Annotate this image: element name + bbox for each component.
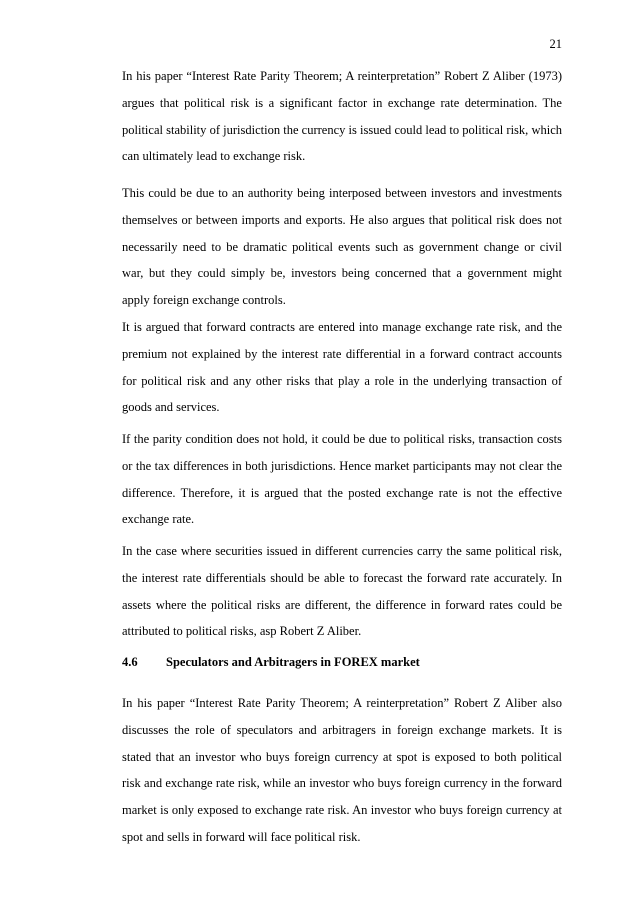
section-number: 4.6 [122,655,138,669]
section-title: Speculators and Arbitragers in FOREX market [166,655,420,669]
paragraph-political-risk-aliber: In his paper “Interest Rate Parity Theorem; A reinterpretation” Robert Z Aliber (1973) argues that political risk is a significant factor in exchange rate determination. The political stability of jurisdiction the currency is issued could lead to political risk, which can ultimately lead to exchange risk. [122,69,562,164]
paragraph-forward-contracts: It is argued that forward contracts are entered into manage exchange rate risk, and the premium not explained by the interest rate differential in a forward contract accounts for political risk and any other risks that play a role in the underlying transaction of goods and services. [122,320,562,415]
paragraph-parity-condition: If the parity condition does not hold, it could be due to political risks, transaction costs or the tax differences in both jurisdictions. Hence market participants may not clear the difference. Therefore, it is argued that the posted exchange rate is not the effective exchange rate. [122,432,562,527]
section-heading [122,649,562,676]
paragraph-securities-currencies: In the case where securities issued in different currencies carry the same political risk, the interest rate differentials should be able to forecast the forward rate accurately. In assets where the political risks are different, the difference in forward rates could be attributed to political risks, asp Robert Z Aliber. [122,544,562,639]
paragraph-authority-interposed: This could be due to an authority being interposed between investors and investments themselves or between imports and exports. He also argues that political risk does not necessarily need to be dramatic political events such as government change or civil war, but they could simply be, investors being concerned that a government might apply foreign exchange controls. [122,186,562,308]
page-number: 21 [549,37,562,51]
paragraph-speculators-arbitragers: In his paper “Interest Rate Parity Theorem; A reinterpretation” Robert Z Aliber also discusses the role of speculators and arbitragers in foreign exchange markets. It is stated that an investor who buys foreign currency at spot is exposed to both political risk and exchange rate risk, while an investor who buys foreign currency in the forward market is only exposed to exchange rate risk. An investor who buys foreign currency at spot and sells in forward will face political risk. [122,696,562,844]
